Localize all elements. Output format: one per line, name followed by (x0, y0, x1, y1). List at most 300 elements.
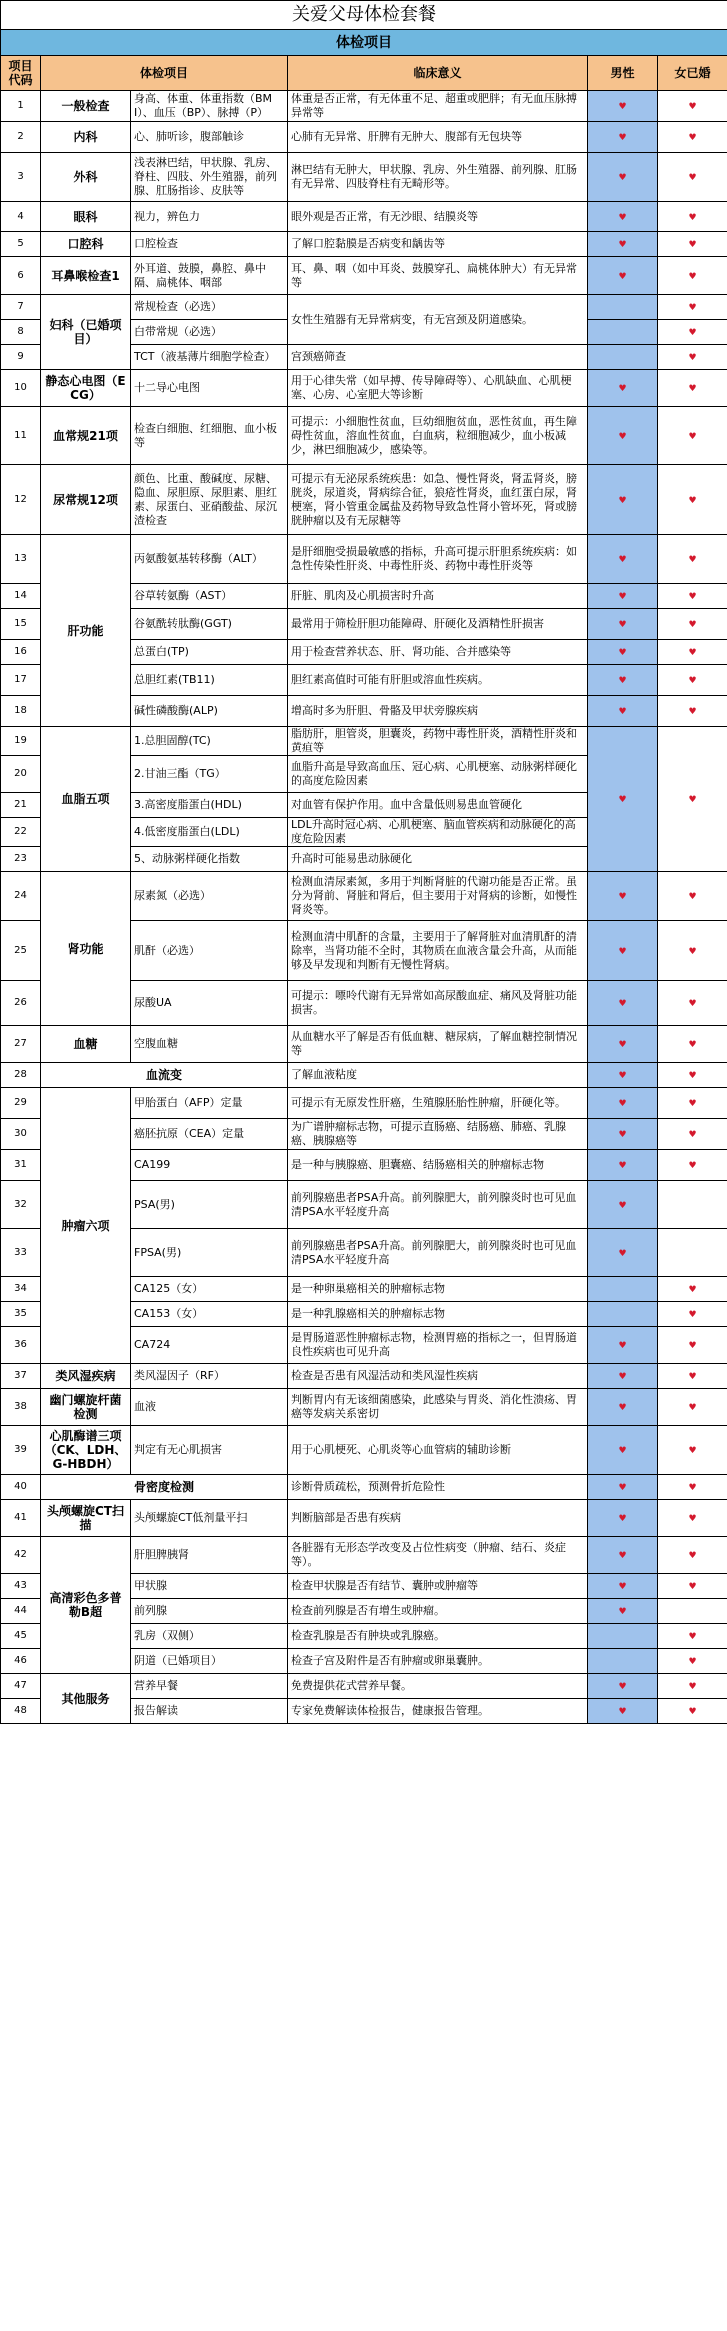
header-male: 男性 (588, 56, 658, 91)
exam-item: 肌酐（必选） (131, 921, 288, 981)
clinical-significance: 专家免费解读体检报告，健康报告管理。 (288, 1699, 588, 1724)
category-label: 类风湿疾病 (41, 1364, 131, 1389)
exam-item: 乳房（双侧） (131, 1624, 288, 1649)
exam-item: 口腔检查 (131, 232, 288, 257)
item-code: 27 (1, 1026, 41, 1063)
clinical-significance: 可提示有无泌尿系统疾患：如急、慢性肾炎，肾盂肾炎，膀胱炎，尿道炎，肾病综合征，狼疮性肾炎，血红蛋白尿，肾梗塞，肾小管重金属盐及药物导致急性肾小管坏死，肾或膀胱肿瘤以及有无尿糖等 (288, 465, 588, 535)
item-code: 32 (1, 1181, 41, 1229)
item-code: 10 (1, 370, 41, 407)
male-marker (588, 1389, 658, 1426)
male-marker (588, 1624, 658, 1649)
clinical-significance: 检查乳腺是否有肿块或乳腺癌。 (288, 1624, 588, 1649)
female-marker (658, 609, 727, 640)
item-code: 17 (1, 665, 41, 696)
exam-item: 颜色、比重、酸碱度、尿糖、隐血、尿胆原、尿胆素、胆红素、尿蛋白、亚硝酸盐、尿沉渣检查 (131, 465, 288, 535)
female-marker (658, 1574, 727, 1599)
heart-icon: ♥ (618, 1248, 627, 1259)
table-row (1, 1475, 727, 1500)
category-label: 血糖 (41, 1026, 131, 1063)
item-code: 23 (1, 847, 41, 872)
heart-icon: ♥ (618, 1200, 627, 1211)
item-code: 14 (1, 584, 41, 609)
heart-icon: ♥ (688, 1657, 697, 1667)
male-marker (588, 153, 658, 202)
female-marker (658, 981, 727, 1026)
heart-icon: ♥ (688, 1341, 697, 1351)
item-code: 46 (1, 1649, 41, 1674)
clinical-significance: 检查前列腺是否有增生或肿瘤。 (288, 1599, 588, 1624)
male-marker (588, 1699, 658, 1724)
heart-icon: ♥ (688, 592, 697, 602)
item-code: 38 (1, 1389, 41, 1426)
category-label: 其他服务 (41, 1674, 131, 1724)
heart-icon: ♥ (688, 892, 697, 902)
heart-icon: ♥ (618, 592, 627, 602)
male-marker (588, 921, 658, 981)
female-marker (658, 1150, 727, 1181)
category-label: 肾功能 (41, 872, 131, 1026)
heart-icon: ♥ (688, 133, 697, 143)
table-row (1, 727, 727, 756)
exam-item: 谷氨酰转肽酶(GGT) (131, 609, 288, 640)
clinical-significance: 耳、鼻、咽（如中耳炎、鼓膜穿孔、扁桃体肿大）有无异常等 (288, 257, 588, 295)
clinical-significance: 为广谱肿瘤标志物，可提示直肠癌、结肠癌、肺癌、乳腺癌、胰腺癌等 (288, 1119, 588, 1150)
exam-item: 身高、体重、体重指数（BMI）、血压（BP）、脉搏（P） (131, 91, 288, 122)
item-code: 3 (1, 153, 41, 202)
table-row (1, 1674, 727, 1699)
female-marker (658, 1475, 727, 1500)
female-marker (658, 1302, 727, 1327)
heart-icon: ♥ (688, 1099, 697, 1109)
exam-item: 常规检查（必选） (131, 295, 288, 320)
table-row (1, 1063, 727, 1088)
exam-item: 2.甘油三酯（TG） (131, 756, 288, 793)
header-code: 项目代码 (1, 56, 41, 91)
exam-item: 谷草转氨酶（AST） (131, 584, 288, 609)
item-code: 26 (1, 981, 41, 1026)
clinical-significance: 升高时可能易患动脉硬化 (288, 847, 588, 872)
table-row (1, 257, 727, 295)
category-label: 内科 (41, 122, 131, 153)
exam-item: 癌胚抗原（CEA）定量 (131, 1119, 288, 1150)
heart-icon: ♥ (618, 707, 627, 717)
female-marker (658, 1026, 727, 1063)
male-marker (588, 640, 658, 665)
heart-icon: ♥ (688, 1161, 697, 1171)
heart-icon: ♥ (688, 648, 697, 658)
heart-icon: ♥ (688, 102, 697, 112)
header-significance: 临床意义 (288, 56, 588, 91)
heart-icon: ♥ (618, 795, 627, 805)
male-marker (588, 257, 658, 295)
heart-icon: ♥ (688, 353, 697, 363)
category-label: 肿瘤六项 (41, 1088, 131, 1364)
female-marker (658, 727, 727, 872)
heart-icon: ♥ (688, 431, 697, 442)
female-marker (658, 122, 727, 153)
item-code: 35 (1, 1302, 41, 1327)
male-marker (588, 1150, 658, 1181)
heart-icon: ♥ (688, 1551, 697, 1561)
item-code: 5 (1, 232, 41, 257)
female-marker (658, 1063, 727, 1088)
heart-icon: ♥ (688, 1040, 697, 1050)
female-marker (658, 1649, 727, 1674)
clinical-significance: 检测血清尿素氮，多用于判断肾脏的代谢功能是否正常。虽分为肾前、肾脏和肾后，但主要用于对肾病的诊断，如慢性肾炎等。 (288, 872, 588, 921)
header-row (1, 56, 727, 91)
category-label: 骨密度检测 (41, 1475, 288, 1500)
female-marker (658, 295, 727, 320)
table-row (1, 535, 727, 584)
female-marker (658, 640, 727, 665)
female-marker (658, 1500, 727, 1537)
heart-icon: ♥ (618, 212, 627, 223)
male-marker (588, 1119, 658, 1150)
category-label: 一般检查 (41, 91, 131, 122)
female-marker (658, 153, 727, 202)
clinical-significance: 各脏器有无形态学改变及占位性病变（肿瘤、结石、炎症等）。 (288, 1537, 588, 1574)
female-marker (658, 535, 727, 584)
male-marker (588, 232, 658, 257)
header-item: 体检项目 (41, 56, 288, 91)
clinical-significance: 可提示有无原发性肝癌，生殖腺胚胎性肿瘤，肝硬化等。 (288, 1088, 588, 1119)
table-row (1, 1364, 727, 1389)
category-label: 肝功能 (41, 535, 131, 727)
clinical-significance: 是肝细胞受损最敏感的指标，升高可提示肝胆系统疾病：如急性传染性肝炎、中毒性肝炎、药物中毒性肝炎等 (288, 535, 588, 584)
exam-item: 视力，辨色力 (131, 202, 288, 232)
female-marker (658, 1426, 727, 1475)
exam-item: 前列腺 (131, 1599, 288, 1624)
clinical-significance: 可提示：小细胞性贫血，巨幼细胞贫血，恶性贫血，再生障碍性贫血，溶血性贫血，白血病，粒细胞减少，血小板减少，淋巴细胞减少，感染等。 (288, 407, 588, 465)
exam-item: 1.总胆固醇(TC) (131, 727, 288, 756)
heart-icon: ♥ (618, 240, 627, 250)
exam-item: 空腹血糖 (131, 1026, 288, 1063)
clinical-significance: 体重是否正常，有无体重不足、超重或肥胖；有无血压脉搏异常等 (288, 91, 588, 122)
item-code: 21 (1, 793, 41, 818)
category-label: 静态心电图（ECG） (41, 370, 131, 407)
category-label: 血流变 (41, 1063, 288, 1088)
clinical-significance: 是一种乳腺癌相关的肿瘤标志物 (288, 1302, 588, 1327)
heart-icon: ♥ (618, 648, 627, 658)
male-marker (588, 1649, 658, 1674)
heart-icon: ♥ (618, 495, 627, 506)
male-marker (588, 345, 658, 370)
male-marker (588, 1574, 658, 1599)
subtitle-row (1, 30, 727, 56)
female-marker (658, 1119, 727, 1150)
male-marker (588, 91, 658, 122)
heart-icon: ♥ (688, 620, 697, 630)
item-code: 42 (1, 1537, 41, 1574)
heart-icon: ♥ (618, 1341, 627, 1351)
item-code: 7 (1, 295, 41, 320)
category-label: 耳鼻喉检查1 (41, 257, 131, 295)
male-marker (588, 1327, 658, 1364)
heart-icon: ♥ (688, 384, 697, 394)
item-code: 34 (1, 1277, 41, 1302)
exam-item: 检查白细胞、红细胞、血小板等 (131, 407, 288, 465)
female-marker (658, 1088, 727, 1119)
exam-item: 头颅螺旋CT低剂量平扫 (131, 1500, 288, 1537)
heart-icon: ♥ (618, 1607, 627, 1617)
exam-item: 尿酸UA (131, 981, 288, 1026)
male-marker (588, 1537, 658, 1574)
item-code: 8 (1, 320, 41, 345)
heart-icon: ♥ (618, 892, 627, 902)
heart-icon: ♥ (688, 328, 697, 338)
exam-item: 甲状腺 (131, 1574, 288, 1599)
clinical-significance: 可提示：嘌呤代谢有无异常如高尿酸血症、痛风及肾脏功能损害。 (288, 981, 588, 1026)
heart-icon: ♥ (618, 173, 627, 183)
female-marker (658, 345, 727, 370)
item-code: 44 (1, 1599, 41, 1624)
clinical-significance: 诊断骨质疏松，预测骨折危险性 (288, 1475, 588, 1500)
heart-icon: ♥ (618, 1483, 627, 1493)
table-row (1, 465, 727, 535)
table-row (1, 1426, 727, 1475)
heart-icon: ♥ (618, 1682, 627, 1692)
exam-item: 判定有无心肌损害 (131, 1426, 288, 1475)
exam-item: 甲胎蛋白（AFP）定量 (131, 1088, 288, 1119)
table-row (1, 232, 727, 257)
page-title: 关爱父母体检套餐 (1, 1, 727, 30)
item-code: 25 (1, 921, 41, 981)
heart-icon: ♥ (688, 1446, 697, 1456)
heart-icon: ♥ (688, 795, 697, 805)
heart-icon: ♥ (618, 1514, 627, 1524)
heart-icon: ♥ (618, 620, 627, 630)
female-marker (658, 1599, 727, 1624)
item-code: 48 (1, 1699, 41, 1724)
heart-icon: ♥ (688, 173, 697, 183)
item-code: 43 (1, 1574, 41, 1599)
female-marker (658, 1229, 727, 1277)
heart-icon: ♥ (688, 676, 697, 686)
clinical-significance: 检查子宫及附件是否有肿瘤或卵巢囊肿。 (288, 1649, 588, 1674)
heart-icon: ♥ (688, 1514, 697, 1524)
male-marker (588, 370, 658, 407)
heart-icon: ♥ (688, 1310, 697, 1320)
heart-icon: ♥ (618, 271, 627, 282)
item-code: 22 (1, 818, 41, 847)
item-code: 33 (1, 1229, 41, 1277)
table-row (1, 1500, 727, 1537)
female-marker (658, 232, 727, 257)
heart-icon: ♥ (688, 946, 697, 957)
item-code: 12 (1, 465, 41, 535)
clinical-significance: 肝脏、肌肉及心肌损害时升高 (288, 584, 588, 609)
clinical-significance: 用于心肌梗死、心肌炎等心血管病的辅助诊断 (288, 1426, 588, 1475)
exam-item: 白带常规（必选） (131, 320, 288, 345)
category-label: 血常规21项 (41, 407, 131, 465)
female-marker (658, 665, 727, 696)
heart-icon: ♥ (618, 1707, 627, 1717)
heart-icon: ♥ (688, 555, 697, 565)
heart-icon: ♥ (618, 676, 627, 686)
category-label: 心肌酶谱三项（CK、LDH、G-HBDH） (41, 1426, 131, 1475)
exam-item: 报告解读 (131, 1699, 288, 1724)
category-label: 口腔科 (41, 232, 131, 257)
item-code: 30 (1, 1119, 41, 1150)
exam-item: 外耳道、鼓膜，鼻腔、鼻中隔、扁桃体、咽部 (131, 257, 288, 295)
exam-item: 血液 (131, 1389, 288, 1426)
female-marker (658, 696, 727, 727)
heart-icon: ♥ (618, 133, 627, 143)
table-row (1, 1026, 727, 1063)
male-marker (588, 727, 658, 872)
heart-icon: ♥ (618, 555, 627, 565)
exam-item: PSA(男) (131, 1181, 288, 1229)
table-row (1, 872, 727, 921)
clinical-significance: 检查甲状腺是否有结节、囊肿或肿瘤等 (288, 1574, 588, 1599)
clinical-significance: 了解血液粘度 (288, 1063, 588, 1088)
clinical-significance: 最常用于筛检肝胆功能障碍、肝硬化及酒精性肝损害 (288, 609, 588, 640)
table-row (1, 1389, 727, 1426)
male-marker (588, 535, 658, 584)
clinical-significance: 判断胃内有无该细菌感染，此感染与胃炎、消化性溃疡、胃癌等发病关系密切 (288, 1389, 588, 1426)
female-marker (658, 872, 727, 921)
heart-icon: ♥ (688, 1582, 697, 1592)
female-marker (658, 202, 727, 232)
exam-item: 5、动脉粥样硬化指数 (131, 847, 288, 872)
category-label: 妇科（已婚项目） (41, 295, 131, 370)
item-code: 18 (1, 696, 41, 727)
category-label: 头颅螺旋CT扫描 (41, 1500, 131, 1537)
heart-icon: ♥ (618, 1099, 627, 1109)
heart-icon: ♥ (688, 271, 697, 282)
heart-icon: ♥ (688, 1071, 697, 1081)
male-marker (588, 665, 658, 696)
item-code: 9 (1, 345, 41, 370)
clinical-significance: 免费提供花式营养早餐。 (288, 1674, 588, 1699)
item-code: 41 (1, 1500, 41, 1537)
heart-icon: ♥ (688, 303, 697, 313)
item-code: 20 (1, 756, 41, 793)
heart-icon: ♥ (618, 1403, 627, 1413)
heart-icon: ♥ (688, 1130, 697, 1140)
heart-icon: ♥ (688, 707, 697, 717)
category-label: 外科 (41, 153, 131, 202)
clinical-significance: 淋巴结有无肿大，甲状腺、乳房、外生殖器、前列腺、肛肠有无异常、四肢脊柱有无畸形等。 (288, 153, 588, 202)
clinical-significance: 用于检查营养状态、肝、肾功能、合并感染等 (288, 640, 588, 665)
exam-item: 丙氨酸氨基转移酶（ALT） (131, 535, 288, 584)
female-marker (658, 921, 727, 981)
exam-item: CA724 (131, 1327, 288, 1364)
item-code: 28 (1, 1063, 41, 1088)
clinical-significance: 前列腺癌患者PSA升高。前列腺肥大，前列腺炎时也可见血清PSA水平轻度升高 (288, 1229, 588, 1277)
male-marker (588, 1364, 658, 1389)
item-code: 4 (1, 202, 41, 232)
table-row (1, 153, 727, 202)
clinical-significance: 用于心律失常（如早搏、传导障碍等）、心肌缺血、心肌梗塞、心房、心室肥大等诊断 (288, 370, 588, 407)
clinical-significance: 女性生殖器有无异常病变，有无宫颈及阴道感染。 (288, 295, 588, 345)
female-marker (658, 1389, 727, 1426)
male-marker (588, 1181, 658, 1229)
male-marker (588, 1277, 658, 1302)
female-marker (658, 1364, 727, 1389)
male-marker (588, 1088, 658, 1119)
male-marker (588, 202, 658, 232)
exam-item: 浅表淋巴结，甲状腺、乳房、脊柱、四肢、外生殖器，前列腺、肛肠指诊、皮肤等 (131, 153, 288, 202)
male-marker (588, 696, 658, 727)
heart-icon: ♥ (618, 1372, 627, 1382)
table-row (1, 1088, 727, 1119)
male-marker (588, 122, 658, 153)
exam-item: 肝胆脾胰肾 (131, 1537, 288, 1574)
heart-icon: ♥ (688, 1483, 697, 1493)
item-code: 37 (1, 1364, 41, 1389)
item-code: 13 (1, 535, 41, 584)
item-code: 6 (1, 257, 41, 295)
heart-icon: ♥ (618, 1551, 627, 1561)
clinical-significance: LDL升高时冠心病、心肌梗塞、脑血管疾病和动脉硬化的高度危险因素 (288, 818, 588, 847)
heart-icon: ♥ (618, 431, 627, 442)
exam-item: 尿素氮（必选） (131, 872, 288, 921)
female-marker (658, 1327, 727, 1364)
male-marker (588, 584, 658, 609)
female-marker (658, 1624, 727, 1649)
table-row (1, 1537, 727, 1574)
heart-icon: ♥ (688, 240, 697, 250)
item-code: 2 (1, 122, 41, 153)
item-code: 45 (1, 1624, 41, 1649)
heart-icon: ♥ (688, 999, 697, 1009)
male-marker (588, 1063, 658, 1088)
male-marker (588, 1426, 658, 1475)
male-marker (588, 465, 658, 535)
exam-item: 阴道（已婚项目） (131, 1649, 288, 1674)
table-row (1, 407, 727, 465)
female-marker (658, 1277, 727, 1302)
heart-icon: ♥ (618, 384, 627, 394)
clinical-significance: 是一种与胰腺癌、胆囊癌、结肠癌相关的肿瘤标志物 (288, 1150, 588, 1181)
clinical-significance: 脂肪肝，胆管炎，胆囊炎，药物中毒性肝炎，酒精性肝炎和黄疸等 (288, 727, 588, 756)
heart-icon: ♥ (618, 1161, 627, 1171)
heart-icon: ♥ (618, 1130, 627, 1140)
item-code: 1 (1, 91, 41, 122)
female-marker (658, 370, 727, 407)
heart-icon: ♥ (688, 1707, 697, 1717)
section-subtitle: 体检项目 (1, 30, 727, 56)
male-marker (588, 1674, 658, 1699)
exam-item: CA125（女） (131, 1277, 288, 1302)
heart-icon: ♥ (618, 102, 627, 112)
female-marker (658, 91, 727, 122)
clinical-significance: 是胃肠道恶性肿瘤标志物，检测胃癌的指标之一，但胃肠道良性疾病也可见升高 (288, 1327, 588, 1364)
title-row (1, 1, 727, 30)
heart-icon: ♥ (688, 1372, 697, 1382)
item-code: 36 (1, 1327, 41, 1364)
item-code: 29 (1, 1088, 41, 1119)
clinical-significance: 心肺有无异常、肝脾有无肿大、腹部有无包块等 (288, 122, 588, 153)
category-label: 眼科 (41, 202, 131, 232)
exam-item: 心、肺听诊，腹部触诊 (131, 122, 288, 153)
category-label: 血脂五项 (41, 727, 131, 872)
female-marker (658, 257, 727, 295)
female-marker (658, 584, 727, 609)
category-label: 幽门螺旋杆菌检测 (41, 1389, 131, 1426)
clinical-significance: 胆红素高值时可能有肝胆或溶血性疾病。 (288, 665, 588, 696)
male-marker (588, 872, 658, 921)
clinical-significance: 眼外观是否正常，有无沙眼、结膜炎等 (288, 202, 588, 232)
exam-item: 总蛋白(TP) (131, 640, 288, 665)
heart-icon: ♥ (618, 1446, 627, 1456)
item-code: 39 (1, 1426, 41, 1475)
male-marker (588, 1229, 658, 1277)
exam-item: 十二导心电图 (131, 370, 288, 407)
exam-item: 3.高密度脂蛋白(HDL) (131, 793, 288, 818)
clinical-significance: 判断脑部是否患有疾病 (288, 1500, 588, 1537)
